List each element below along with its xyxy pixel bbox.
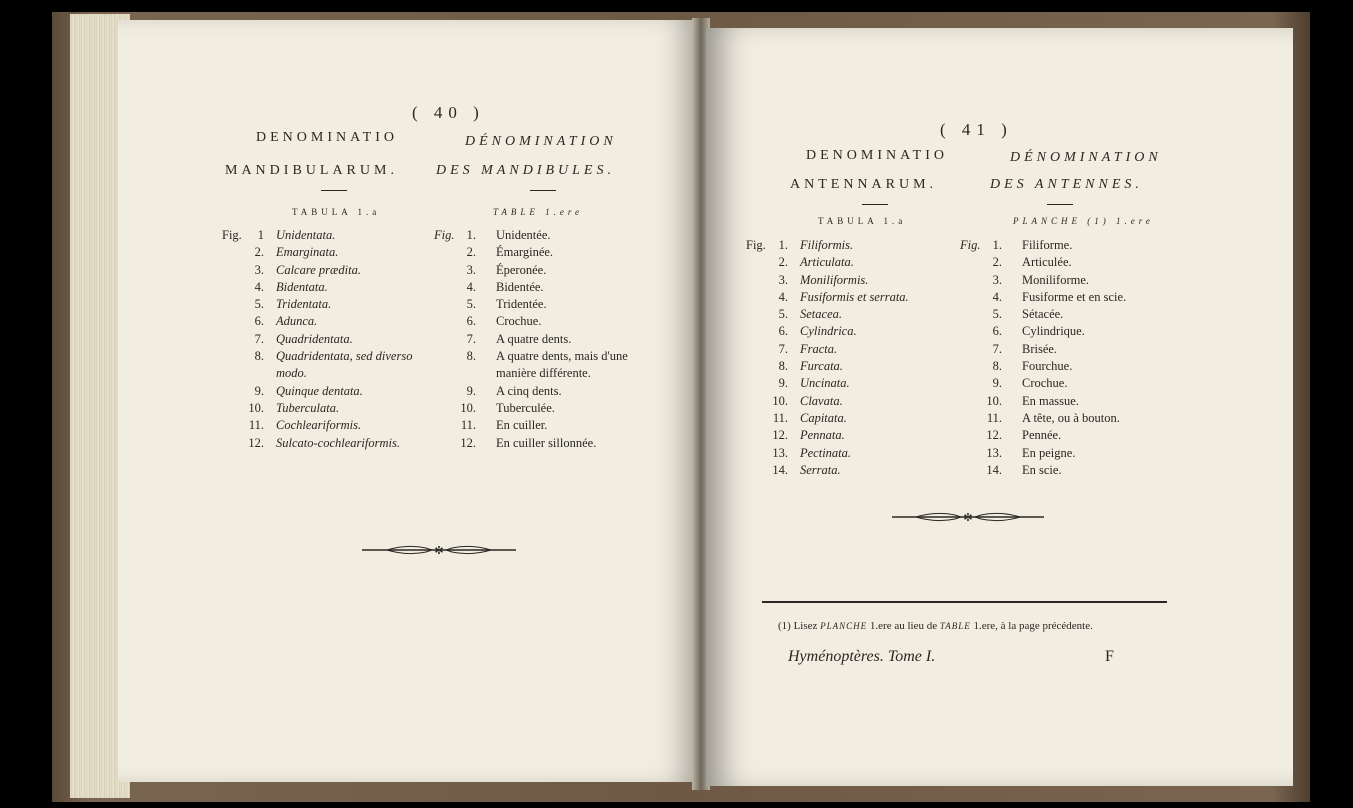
item-number: 6. <box>992 324 1002 339</box>
item-text: Éperonée. <box>496 262 547 277</box>
item-number: 8. <box>778 359 788 374</box>
item-number: 10. <box>772 393 788 408</box>
fig-label: Fig. <box>222 228 242 242</box>
item-number: 11. <box>772 410 788 425</box>
item-number: 9. <box>254 383 264 398</box>
item-number: 2. <box>778 255 788 270</box>
footnote-word-b: TABLE <box>939 621 971 631</box>
signature-title <box>788 648 935 666</box>
left-french-table-label: TABLE 1.ere <box>493 207 583 217</box>
item-number: 13. <box>772 445 788 460</box>
item-text: Quadridentata, sed diverso <box>276 349 413 364</box>
item-text: Brisée. <box>1022 341 1058 356</box>
item-text: Moniliforme. <box>1022 272 1090 287</box>
signature-letter: F <box>1105 648 1114 665</box>
item-text: Clavata. <box>800 393 843 408</box>
item-number: 9. <box>992 376 1002 391</box>
item-number: 3. <box>466 262 476 277</box>
footnote-word-a: PLANCHE <box>820 621 868 631</box>
item-number: 3. <box>254 262 264 277</box>
item-text: Cochleariformis. <box>276 418 362 433</box>
item-text: Unidentata. <box>276 228 336 242</box>
item-number: 12. <box>986 428 1002 443</box>
item-number: 1. <box>778 238 788 252</box>
item-text: Fracta. <box>800 341 838 356</box>
item-number: 8. <box>254 349 264 364</box>
item-number: 2. <box>466 245 476 260</box>
right-french-rule <box>1047 204 1073 205</box>
item-number: 1. <box>466 228 476 242</box>
item-text: Pennata. <box>800 428 845 443</box>
item-number: 4. <box>466 279 476 294</box>
item-text: Serrata. <box>800 462 841 477</box>
item-text: Uncinata. <box>800 376 850 391</box>
left-ornament <box>362 543 516 557</box>
item-number: 10. <box>248 400 264 415</box>
item-number: 7. <box>778 341 788 356</box>
item-text: A quatre dents. <box>496 331 572 346</box>
item-text: Sétacée. <box>1022 307 1064 322</box>
item-text: En scie. <box>1022 462 1062 477</box>
item-text: A cinq dents. <box>496 383 562 398</box>
footnote-mark: (1) <box>778 620 791 632</box>
right-latin-heading-2: ANTENNARUM. <box>790 177 938 192</box>
left-french-heading-1: DÉNOMINATION <box>465 134 617 149</box>
left-french-heading-2: DES MANDIBULES. <box>436 163 615 178</box>
footnote-rule <box>762 601 1167 603</box>
item-text: Quinque dentata. <box>276 383 363 398</box>
svg-text:✻: ✻ <box>434 545 444 557</box>
footnote-lead: Lisez <box>793 620 818 632</box>
item-number: 9. <box>466 383 476 398</box>
item-text: En cuiller sillonnée. <box>496 435 597 450</box>
item-number: 1 <box>257 228 264 242</box>
item-number: 12. <box>772 428 788 443</box>
item-number: 2. <box>992 255 1002 270</box>
item-number: 12. <box>248 435 264 450</box>
item-text: Filiformis. <box>800 238 854 252</box>
item-text: Filiforme. <box>1022 238 1073 252</box>
item-text: Tridentata. <box>276 297 332 312</box>
item-number: 5. <box>778 307 788 322</box>
item-text: Moniliformis. <box>800 272 869 287</box>
item-number: 2. <box>254 245 264 260</box>
svg-text:✻: ✻ <box>963 512 973 524</box>
item-text: Tuberculata. <box>276 400 340 415</box>
item-text: Tridentée. <box>496 297 547 312</box>
item-number: 14. <box>986 462 1002 477</box>
item-number: 5. <box>466 297 476 312</box>
item-text: Crochue. <box>496 314 542 329</box>
fig-label: Fig. <box>434 228 455 242</box>
left-latin-table-label: TABULA 1.a <box>292 207 381 217</box>
left-page-number: ( 40 ) <box>412 103 485 122</box>
item-text: Sulcato-cochleariformis. <box>276 435 400 450</box>
item-number: 11. <box>460 418 476 433</box>
item-text: Calcare prædita. <box>276 262 361 277</box>
item-number: 5. <box>992 307 1002 322</box>
item-text: En massue. <box>1022 393 1079 408</box>
item-text: Articulata. <box>800 255 854 270</box>
left-latin-heading-2: MANDIBULARUM. <box>225 163 398 178</box>
item-number: 4. <box>992 289 1002 304</box>
fig-label: Fig. <box>960 238 981 252</box>
right-page-number: ( 41 ) <box>940 120 1013 139</box>
item-text: Furcata. <box>800 359 843 374</box>
item-number: 13. <box>986 445 1002 460</box>
left-latin-heading-1: DENOMINATIO <box>256 130 398 145</box>
footnote-num-a: 1.ere <box>869 620 892 632</box>
item-number: 8. <box>992 359 1002 374</box>
item-text: Adunca. <box>276 314 318 329</box>
left-french-rule <box>530 190 556 191</box>
item-text: A tête, ou à bouton. <box>1022 410 1120 425</box>
item-text: Emarginata. <box>276 245 339 260</box>
item-text: manière différente. <box>496 366 591 381</box>
item-text: Bidentée. <box>496 279 544 294</box>
right-ornament <box>892 510 1044 524</box>
item-number: 11. <box>986 410 1002 425</box>
item-text: Fourchue. <box>1022 359 1073 374</box>
item-text: Setacea. <box>800 307 842 322</box>
right-latin-table-label: TABULA 1.a <box>818 216 907 226</box>
item-text: Cylindrique. <box>1022 324 1085 339</box>
item-number: 3. <box>778 272 788 287</box>
item-number: 5. <box>254 297 264 312</box>
right-latin-heading-1: DENOMINATIO <box>806 148 948 163</box>
item-number: 7. <box>466 331 476 346</box>
footnote-num-b: 1.ere <box>973 620 996 632</box>
item-number: 9. <box>778 376 788 391</box>
item-text: modo. <box>276 366 307 381</box>
item-text: Crochue. <box>1022 376 1068 391</box>
item-number: 3. <box>992 272 1002 287</box>
item-text: Émarginée. <box>496 245 554 260</box>
item-text: Bidentata. <box>276 279 328 294</box>
right-french-table-label: PLANCHE (1) 1.ere <box>1013 216 1154 226</box>
item-number: 7. <box>254 331 264 346</box>
item-number: 12. <box>460 435 476 450</box>
footnote-middle: au lieu de <box>894 620 938 632</box>
item-number: 14. <box>772 462 788 477</box>
item-text: Pectinata. <box>800 445 852 460</box>
item-text: En cuiller. <box>496 418 548 433</box>
footnote-tail: , à la page précédente. <box>995 620 1093 632</box>
item-text: Unidentée. <box>496 228 551 242</box>
item-text: Quadridentata. <box>276 331 353 346</box>
item-text: Cylindrica. <box>800 324 857 339</box>
item-text: Tuberculée. <box>496 400 555 415</box>
item-number: 4. <box>778 289 788 304</box>
item-text: Fusiformis et serrata. <box>800 289 909 304</box>
item-number: 11. <box>248 418 264 433</box>
fig-label: Fig. <box>746 238 766 252</box>
item-number: 6. <box>254 314 264 329</box>
item-number: 10. <box>460 400 476 415</box>
item-text: Fusiforme et en scie. <box>1022 289 1127 304</box>
left-latin-rule <box>321 190 347 191</box>
item-text: A quatre dents, mais d'une <box>496 349 628 364</box>
item-text: Pennée. <box>1022 428 1062 443</box>
right-french-heading-1: DÉNOMINATION <box>1010 150 1162 165</box>
footnote <box>778 620 1093 632</box>
signature-title-text: Hyménoptères. Tome I. <box>788 648 936 665</box>
item-number: 4. <box>254 279 264 294</box>
item-text: En peigne. <box>1022 445 1076 460</box>
right-french-heading-2: DES ANTENNES. <box>990 177 1143 192</box>
item-number: 1. <box>992 238 1002 252</box>
item-number: 10. <box>986 393 1002 408</box>
item-text: Capitata. <box>800 410 847 425</box>
item-number: 8. <box>466 349 476 364</box>
item-text: Articulée. <box>1022 255 1072 270</box>
item-number: 7. <box>992 341 1002 356</box>
right-latin-rule <box>862 204 888 205</box>
item-number: 6. <box>778 324 788 339</box>
item-number: 6. <box>466 314 476 329</box>
